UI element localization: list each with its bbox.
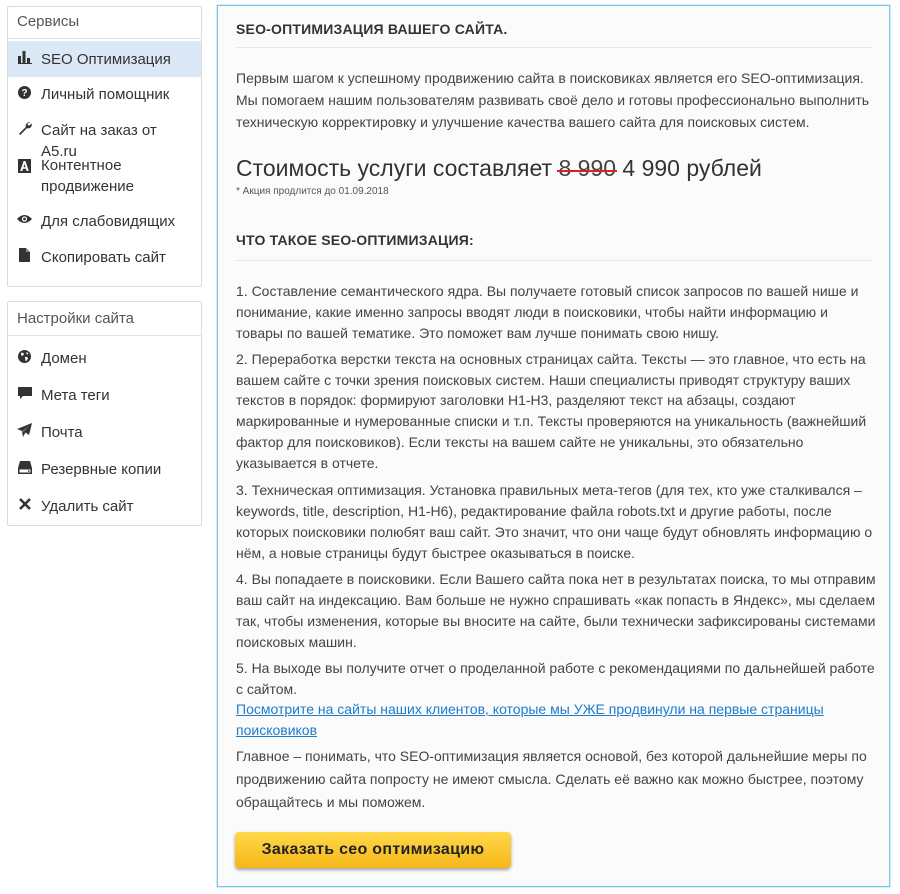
eye-icon <box>17 211 32 227</box>
list-item: 5. На выходе вы получите отчет о проделанной работе с рекомендациями по дальнейшей работе с сайтом. <box>236 660 875 697</box>
sidebar-item-label: Резервные копии <box>41 461 162 478</box>
svg-text:?: ? <box>21 87 28 99</box>
sidebar-item-copy-site[interactable] <box>8 247 201 271</box>
file-icon <box>17 247 32 263</box>
question-circle-icon <box>17 84 32 100</box>
old-price: 8 990 <box>558 155 617 181</box>
comment-icon <box>17 385 32 401</box>
page-title: SEO-ОПТИМИЗАЦИЯ ВАШЕГО САЙТА. <box>236 21 508 37</box>
sidebar-item-label: Сайт на заказ от A5.ru <box>41 122 157 160</box>
settings-panel-title: Настройки сайта <box>17 310 134 327</box>
new-price: 4 990 рублей <box>622 155 762 181</box>
services-panel <box>7 6 202 287</box>
sidebar-item-label: Личный помощник <box>41 86 170 103</box>
sidebar-item-label: Контентное продвижение <box>41 157 134 195</box>
sidebar-item-accessibility[interactable] <box>8 211 201 235</box>
list-item: 1. Составление семантического ядра. Вы получаете готовый список запросов по вашей нише и пониманиe, какие именно запросы вводят люди в поисковики, чтобы найти информацию и товары по вашей тематике. Это поможет вам лучше понимать свою нишу. <box>236 283 859 341</box>
globe-icon <box>17 348 32 364</box>
clients-link[interactable]: Посмотрите на сайты наших клиентов, которые мы УЖЕ продвинули на первые страницы поисковиков <box>236 701 824 738</box>
sidebar-item-meta-tags[interactable] <box>8 385 201 409</box>
list-item: 4. Вы попадаете в поисковики. Если Вашего сайта пока нет в результатах поиска, то мы отправим ваш сайт на индексацию. Вам больше не нужно спрашивать «как попасть в Яндекс», мы сделаем так, чтобы изменения, которые вы вносите на сайте, были технически зафиксированы системами поисковых машин. <box>236 571 876 650</box>
divider <box>236 260 872 261</box>
hard-drive-icon <box>17 459 32 475</box>
sidebar-item-label: Домен <box>41 350 87 367</box>
section-title: ЧТО ТАКОЕ SEO-ОПТИМИЗАЦИЯ: <box>236 232 474 248</box>
sidebar-item-mail[interactable] <box>8 422 201 446</box>
sidebar-item-content-promo[interactable] <box>8 155 201 199</box>
divider <box>8 335 201 336</box>
sidebar-item-domain[interactable] <box>8 348 201 372</box>
intro-text: Первым шагом к успешному продвижению сайта в поисковиках является его SEO-оптимизация. Мы помогаем нашим пользователям развивать своё дело и готовы профессионально выполнить техническую корректировку и улучшение качества вашего сайта для поисковых систем. <box>236 70 870 130</box>
sidebar-item-label: Для слабовидящих <box>41 213 176 230</box>
wrench-icon <box>17 120 32 136</box>
sidebar-item-label: Скопировать сайт <box>41 249 166 266</box>
send-icon <box>17 422 32 438</box>
order-seo-button[interactable]: Заказать сео оптимизацию <box>235 832 511 868</box>
close-icon <box>17 496 32 512</box>
sidebar-item-label: Мета теги <box>41 387 110 404</box>
price-line <box>236 153 762 183</box>
services-panel-title: Сервисы <box>17 13 80 30</box>
divider <box>8 38 201 39</box>
divider <box>236 47 872 48</box>
conclusion-text: Главное – понимать, что SEO-оптимизация является основой, без которой дальнейшие меры по продвижению сайта попросту не имеют смысла. Сделать её важно как можно быстрее, поэтому обращайтесь и мы поможем. <box>236 748 867 810</box>
promo-note: * Акция продлится до 01.09.2018 <box>236 186 389 197</box>
sidebar-item-backups[interactable] <box>8 459 201 483</box>
price-prefix: Стоимость услуги составляет <box>236 155 553 181</box>
sidebar-item-label: Удалить сайт <box>41 498 134 515</box>
sidebar-item-label: SEO Оптимизация <box>41 51 171 68</box>
list-item: 2. Переработка верстки текста на основных страницах сайта. Тексты — это главное, что есть на вашем сайте с точки зрения поисковых систем. Наши специалисты приводят структуру ваших текстов в порядок: формируют заголовки H1-H3, разделяют текст на абзацы, создают маркированные и нумерованные списки и т.п. Тексты проверяются на уникальность (важнейший фактор для поисковиков). Если тексты на вашем сайте не уникальны, это обязательно указывается в отчете. <box>236 351 867 471</box>
sidebar-item-seo[interactable] <box>8 41 201 77</box>
sidebar-item-custom-site[interactable] <box>8 120 201 160</box>
settings-panel <box>7 301 202 526</box>
sidebar-item-assistant[interactable] <box>8 84 201 108</box>
font-a-icon <box>17 158 32 174</box>
bar-chart-icon <box>17 49 32 65</box>
content-panel <box>217 5 890 887</box>
sidebar-item-delete-site[interactable] <box>8 496 201 520</box>
list-item: 3. Техническая оптимизация. Установка правильных мета-тегов (для тех, кто уже сталкивался – keywords, title, description, H1-H6), редактирование файла robots.txt и другие работы, после которых поисковики полюбят ваш сайт. Это значит, что они чаще будут обновлять информацию о нём, а новые страницы будут быстрее оказываться в поиске. <box>236 482 873 561</box>
sidebar-item-label: Почта <box>41 424 83 441</box>
